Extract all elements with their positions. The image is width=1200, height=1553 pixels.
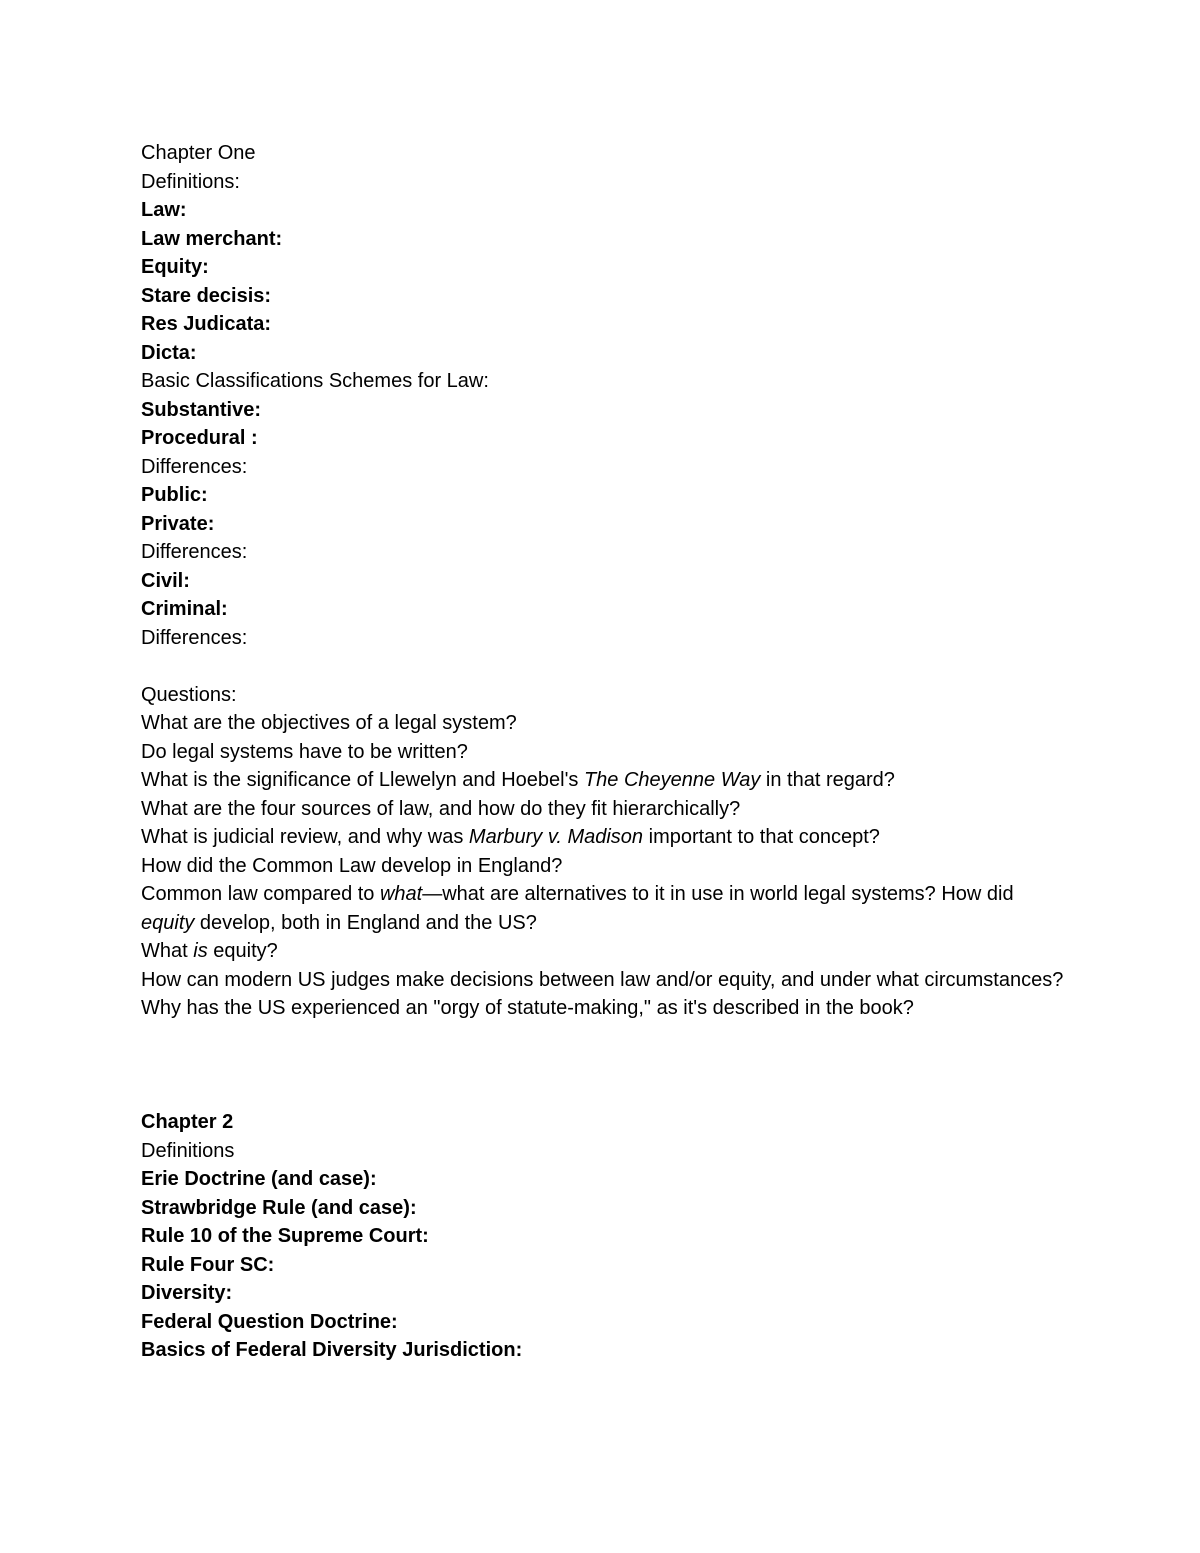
term-strawbridge-rule: Strawbridge Rule (and case): (141, 1196, 417, 1219)
term-rule-four: Rule Four SC: (141, 1253, 275, 1276)
question-text: in that regard? (760, 769, 895, 791)
term-procedural: Procedural : (141, 427, 258, 449)
chapter-two-definitions-heading: Definitions (141, 1139, 235, 1162)
differences-label: Differences: (141, 541, 248, 563)
term-stare-decisis: Stare decisis: (141, 284, 272, 307)
classifications-heading: Basic Classifications Schemes for Law: (141, 370, 489, 392)
question-text: What is the significance of Llewelyn and Hoebel's (141, 769, 584, 791)
chapter-one-title: Chapter One (141, 142, 256, 164)
question-text: Common law compared to (141, 883, 380, 905)
term-civil: Civil: (141, 569, 190, 592)
term-erie-doctrine: Erie Doctrine (and case): (141, 1168, 377, 1190)
book-title: The Cheyenne Way (583, 769, 761, 791)
question-text: important to that concept? (643, 826, 880, 848)
emphasis-text: what (379, 883, 423, 905)
term-law: Law: (141, 199, 187, 221)
emphasis-text: equity (141, 911, 195, 934)
question-objectives: What are the objectives of a legal system? (141, 712, 517, 734)
question-text: What (141, 940, 194, 962)
term-private: Private: (141, 512, 215, 535)
question-common-law-alternatives (141, 880, 1071, 937)
question-common-law-england: How did the Common Law develop in England? (141, 854, 563, 877)
term-public: Public: (141, 484, 208, 506)
question-text: What is judicial review, and why was (141, 826, 469, 848)
case-name: Marbury v. Madison (468, 826, 644, 848)
differences-label: Differences: (141, 455, 248, 478)
question-what-is-equity (141, 937, 1071, 966)
question-text: —what are alternatives to it in use in world legal systems? How did (422, 883, 1014, 905)
emphasis-text: is (193, 940, 208, 962)
chapter-two-title: Chapter 2 (141, 1111, 234, 1133)
question-text: equity? (207, 940, 278, 962)
question-written: Do legal systems have to be written? (141, 740, 468, 763)
term-rule-10: Rule 10 of the Supreme Court: (141, 1225, 429, 1247)
question-cheyenne-way (141, 766, 1071, 795)
spacer (141, 1023, 1071, 1109)
term-equity: Equity: (141, 256, 209, 278)
spacer (141, 652, 1071, 681)
chapter-one-definitions-heading: Definitions: (141, 170, 240, 193)
question-judges-law-equity: How can modern US judges make decisions between law and/or equity, and under what circumstances? (141, 968, 1064, 991)
term-law-merchant: Law merchant: (141, 227, 283, 250)
question-sources-of-law: What are the four sources of law, and how do they fit hierarchically? (141, 797, 741, 820)
term-res-judicata: Res Judicata: (141, 313, 272, 335)
questions-heading: Questions: (141, 683, 237, 706)
term-dicta: Dicta: (141, 341, 197, 364)
question-judicial-review (141, 823, 1071, 852)
term-diversity-jurisdiction: Basics of Federal Diversity Jurisdiction: (141, 1339, 523, 1361)
differences-label: Differences: (141, 626, 248, 649)
term-criminal: Criminal: (141, 598, 228, 620)
term-federal-question: Federal Question Doctrine: (141, 1310, 398, 1333)
term-diversity: Diversity: (141, 1282, 233, 1304)
question-statute-making: Why has the US experienced an "orgy of statute-making," as it's described in the book? (141, 997, 914, 1019)
document-page (141, 139, 1071, 1365)
question-text: develop, both in England and the US? (194, 911, 537, 934)
term-substantive: Substantive: (141, 398, 262, 421)
